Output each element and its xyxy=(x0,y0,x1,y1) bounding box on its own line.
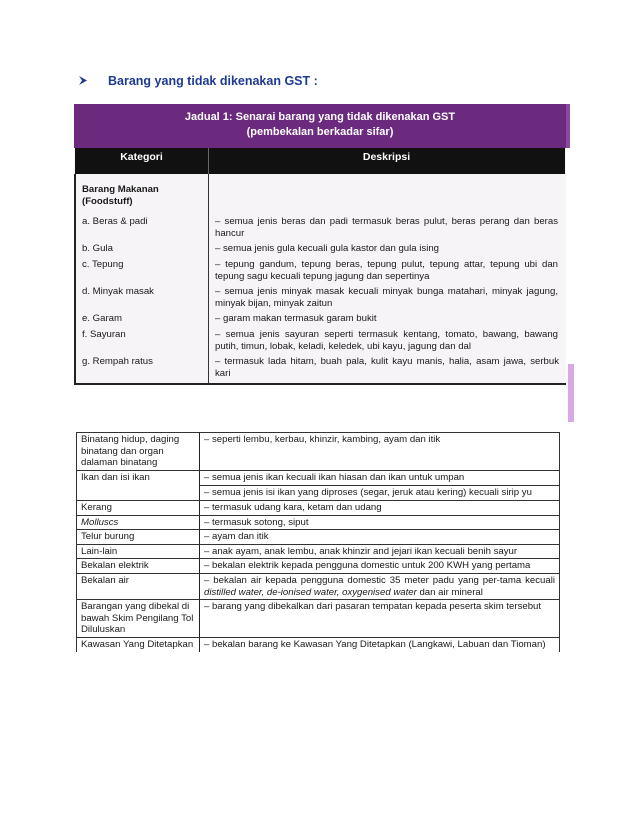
row-category: Lain-lain xyxy=(77,544,200,559)
description-line: – semua jenis isi ikan yang diproses (segar, jeruk atau kering) kecuali sirip yu xyxy=(200,485,559,499)
table1-group-row xyxy=(75,174,565,215)
table-row xyxy=(77,600,560,638)
table1-subtitle: (pembekalan berkadar sifar) xyxy=(246,126,394,138)
heading-text: Barang yang tidak dikenakan GST : xyxy=(108,74,318,88)
row-description: – termasuk sotong, siput xyxy=(200,515,560,530)
row-description: – termasuk udang kara, ketam dan udang xyxy=(200,500,560,515)
row-description: – semua jenis gula kecuali gula kastor dan gula ising xyxy=(215,243,439,255)
row-description: – garam makan termasuk garam bukit xyxy=(215,313,377,325)
row-description: – semua jenis beras dan padi termasuk beras pulut, beras perang dan beras hancur xyxy=(215,216,558,239)
row-category: Kawasan Yang Ditetapkan xyxy=(77,637,200,651)
section-heading xyxy=(78,74,318,88)
row-description: – bekalan barang ke Kawasan Yang Ditetapkan (Langkawi, Labuan dan Tioman) xyxy=(200,637,560,651)
row-description: – seperti lembu, kerbau, khinzir, kambing, ayam dan itik xyxy=(200,433,560,471)
row-description: – anak ayam, anak lembu, anak khinzir and jejari ikan kecuali benih sayur xyxy=(200,544,560,559)
table-row xyxy=(77,433,560,471)
row-category: d. Minyak masak xyxy=(75,283,209,310)
table-row xyxy=(77,637,560,651)
row-description: – ayam dan itik xyxy=(200,530,560,545)
table-row xyxy=(77,470,560,500)
row-category: Binatang hidup, daging binatang dan organ dalaman binatang xyxy=(77,433,200,471)
description-text: – bekalan air kepada pengguna domestic 35 meter padu yang per-tama kecuali xyxy=(204,574,555,586)
table2 xyxy=(76,432,560,652)
row-category: f. Sayuran xyxy=(75,326,209,353)
row-description: – termasuk lada hitam, buah pala, kulit kayu manis, halia, asam jawa, serbuk kari xyxy=(215,356,559,379)
table-row xyxy=(77,544,560,559)
row-category: Ikan dan isi ikan xyxy=(77,470,200,500)
row-category: Molluscs xyxy=(77,515,200,530)
row-description: – tepung gandum, tepung beras, tepung pulut, tepung attar, tepung ubi dan tepung sagu kecuali tepung jagung dan sepertinya xyxy=(215,258,558,282)
arrow-bullet-icon xyxy=(78,74,90,88)
description-line: – semua jenis ikan kecuali ikan hiasan dan ikan untuk umpan xyxy=(204,471,465,483)
table1-title: Jadual 1: Senarai barang yang tidak dikenakan GST xyxy=(184,111,456,123)
table1-header-row xyxy=(75,148,565,174)
row-description xyxy=(200,470,560,500)
description-text: dan air mineral xyxy=(416,586,483,598)
row-category: e. Garam xyxy=(75,310,209,326)
row-description: – barang yang dibekalkan dari pasaran tempatan kepada peserta skim tersebut xyxy=(200,600,560,638)
row-category: b. Gula xyxy=(75,240,209,256)
row-description xyxy=(200,573,560,599)
table-row xyxy=(75,326,565,353)
row-category: c. Tepung xyxy=(75,256,209,283)
table-row xyxy=(75,310,565,326)
table-row xyxy=(75,256,565,283)
table1 xyxy=(74,148,566,383)
gst-table-1 xyxy=(74,104,566,385)
table-row xyxy=(75,283,565,310)
table1-frame xyxy=(74,148,566,385)
table-row xyxy=(75,215,565,240)
row-category: Bekalan air xyxy=(77,573,200,599)
table-row xyxy=(75,353,565,383)
table-row xyxy=(75,240,565,256)
table-row xyxy=(77,530,560,545)
row-category: Kerang xyxy=(77,500,200,515)
row-description: – bekalan elektrik kepada pengguna domestic untuk 200 KWH yang pertama xyxy=(200,559,560,574)
group-title: Barang Makanan (Foodstuff) xyxy=(75,174,209,215)
description-italic-text: distilled water, de-ionised water, oxygenised water xyxy=(204,586,417,598)
row-category: Telur burung xyxy=(77,530,200,545)
table-row xyxy=(77,500,560,515)
table-row xyxy=(77,515,560,530)
table-row xyxy=(77,559,560,574)
row-description: – semua jenis sayuran seperti termasuk kentang, tomato, bawang, bawang putih, timun, lobak, keladi, keledek, ubi kayu, jagung dan dal xyxy=(215,328,558,352)
table-row xyxy=(77,573,560,599)
header-deskripsi: Deskripsi xyxy=(209,148,566,174)
row-category: g. Rempah ratus xyxy=(75,353,209,383)
header-kategori: Kategori xyxy=(75,148,209,174)
table1-title-banner xyxy=(74,104,566,148)
row-description: – semua jenis minyak masak kecuali minyak bunga matahari, minyak jagung, minyak bijan, minyak zaitun xyxy=(215,286,558,309)
purple-edge-decoration xyxy=(568,364,574,422)
gst-table-2 xyxy=(76,432,560,652)
row-category: a. Beras & padi xyxy=(75,215,209,240)
row-category: Barangan yang dibekal di bawah Skim Pengilang Tol Diluluskan xyxy=(77,600,200,638)
row-category: Bekalan elektrik xyxy=(77,559,200,574)
